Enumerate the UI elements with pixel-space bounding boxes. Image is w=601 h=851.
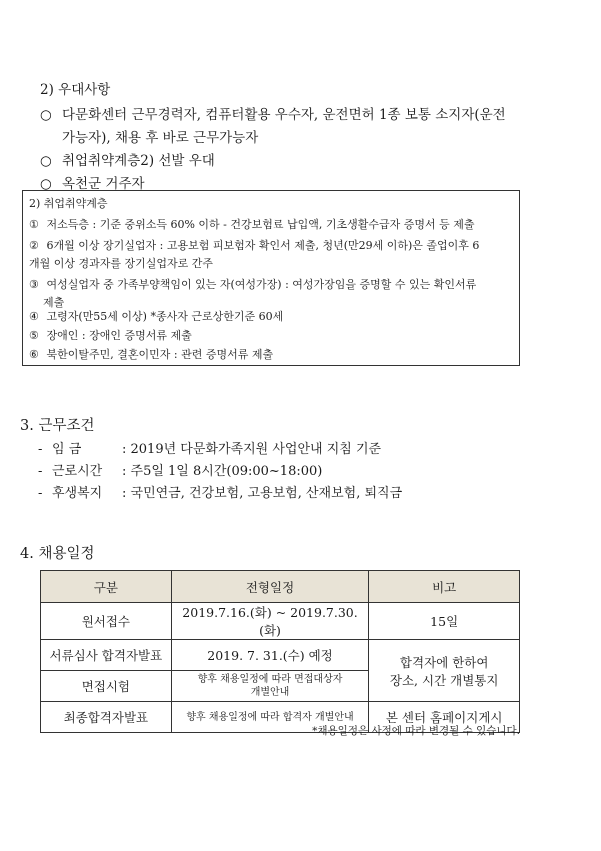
merged-note-cell: 합격자에 한하여 장소, 시간 개별통지 [369,640,520,702]
schedule-footnote: *채용일정은 사정에 따라 변경될 수 있습니다. [312,725,520,737]
schedule-table [40,570,520,733]
preference-item-continuation: 가능자), 채용 후 바로 근무가능자 [62,130,259,146]
stage-cell: 서류심사 합격자발표 [41,640,172,671]
box-item-continuation: 개월 이상 경과자를 장기실업자로 간주 [29,257,214,270]
note-cell: 15일 [369,603,520,640]
table-header-row [41,571,520,603]
box-item: ③ 여성실업자 중 가족부양책임이 있는 자(여성가장) : 여성가장임을 증명할 수 있는 확인서류 [29,278,477,291]
stage-cell: 원서접수 [41,603,172,640]
box-item-continuation: 제출 [43,296,65,309]
stage-cell: 면접시험 [41,671,172,702]
preference-item: ○ 취업취약계층2) 선발 우대 [40,153,215,169]
column-header: 비고 [369,571,520,603]
circle-bullet-icon: ○ [40,176,52,192]
circle-bullet-icon: ○ [40,153,52,169]
column-header: 구분 [41,571,172,603]
condition-row: - 임 금 : 2019년 다문화가족지원 사업안내 지침 기준 [38,442,382,457]
date-cell: 향후 채용일정에 따라 합격자 개별안내 [171,702,369,733]
condition-row: - 근로시간 : 주5일 1일 8시간(09:00~18:00) [38,464,323,479]
preference-item: ○ 옥천군 거주자 [40,176,145,192]
schedule-title: 4. 채용일정 [20,546,95,562]
date-cell: 2019.7.16.(화) ~ 2019.7.30.(화) [171,603,369,640]
vulnerable-group-box [22,190,520,366]
table-row [41,640,520,671]
condition-row: - 후생복지 : 국민연금, 건강보험, 고용보험, 산재보험, 퇴직금 [38,486,403,501]
preference-item: ○ 다문화센터 근무경력자, 컴퓨터활용 우수자, 운전면허 1종 보통 소지자(운전 [40,107,506,123]
circle-bullet-icon: ○ [40,107,52,123]
box-item: ⑤ 장애인 : 장애인 증명서류 제출 [29,329,192,342]
box-item: ⑥ 북한이탈주민, 결혼이민자 : 관련 증명서류 제출 [29,348,274,361]
box-item: ① 저소득층 : 기준 중위소득 60% 이하 - 건강보험료 납입액, 기초생활수급자 증명서 등 제출 [29,218,475,231]
table-row [41,603,520,640]
stage-cell: 최종합격자발표 [41,702,172,733]
date-cell: 향후 채용일정에 따라 면접대상자 개별안내 [171,671,369,702]
column-header: 전형일정 [171,571,369,603]
box-item: ④ 고령자(만55세 이상) *종사자 근로상한기준 60세 [29,310,284,323]
date-cell: 2019. 7. 31.(수) 예정 [171,640,369,671]
note-cell: 본 센터 홈페이지게시 [369,702,520,733]
work-conditions-title: 3. 근무조건 [20,418,95,434]
box-title: 2) 취업취약계층 [29,197,108,210]
preference-heading: 2) 우대사항 [40,82,111,98]
box-item: ② 6개월 이상 장기실업자 : 고용보험 피보험자 확인서 제출, 청년(만29세 이하)은 졸업이후 6 [29,239,480,252]
